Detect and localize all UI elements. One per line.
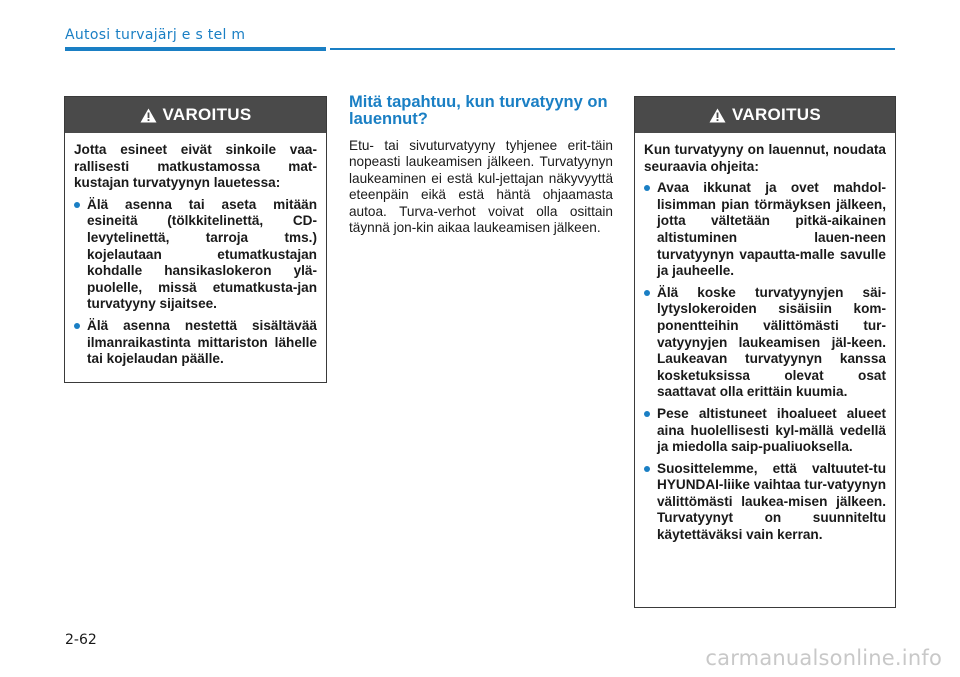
warning-list <box>74 197 317 368</box>
warning-title: VAROITUS <box>162 105 252 124</box>
header-rule-thick <box>65 47 326 51</box>
list-item: Älä koske turvatyynyjen säi-lytyslokeroiden sisäisiin kom-ponentteihin välittömästi tur-vatyynyjen laukeamisen jäl-keen. Laukeavan turvatyynyn kanssa kosketuksissa olevat osat saattavat olla erittäin kuumia. <box>644 285 886 401</box>
watermark: carmanualsonline.info <box>705 646 942 670</box>
list-item: Avaa ikkunat ja ovet mahdol-lisimman pian törmäyksen jälkeen, jotta vältetään pitkä-aikainen altistuminen lauen-neen turvatyynyn vapautta-malle savulle ja jauheelle. <box>644 180 886 280</box>
bullet-icon <box>74 202 80 208</box>
header-rule-thin <box>330 48 895 50</box>
warning-body <box>635 133 895 557</box>
warning-list <box>644 180 886 543</box>
bullet-icon <box>644 290 650 296</box>
list-item: Älä asenna tai aseta mitään esineitä (tölkkitelinettä, CD-levytelinettä, tarroja tms.) kojelautaan etumatkustajan kohdalle hansikaslokeron ylä-puolelle, missä etumatkusta-jan turvatyyny sijaitsee. <box>74 197 317 313</box>
section-header: Autosi turvajärj e s tel m <box>65 27 246 43</box>
list-item: Älä asenna nestettä sisältävää ilmanraikastinta mittariston lähelle tai kojelaudan päälle. <box>74 318 317 368</box>
warning-triangle-icon <box>140 108 157 123</box>
warning-box-right <box>634 96 896 608</box>
list-item: Suosittelemme, että valtuutet-tu HYUNDAI-liike vaihtaa tur-vatyynyn välittömästi laukea-misen jälkeen. Turvatyynyt on suunniteltu käytettäväksi vain kerran. <box>644 461 886 544</box>
warning-triangle-icon <box>709 108 726 123</box>
bullet-icon <box>74 323 80 329</box>
warning-header <box>635 97 895 133</box>
page-number: 2-62 <box>65 632 97 648</box>
bullet-icon <box>644 466 650 472</box>
list-item: Pese altistuneet ihoalueet alueet aina huolellisesti kyl-mällä vedellä ja miedolla saip-pualiuoksella. <box>644 406 886 456</box>
bullet-icon <box>644 411 650 417</box>
warning-body <box>65 133 326 381</box>
warning-header <box>65 97 326 133</box>
middle-column <box>349 94 613 236</box>
warning-intro: Jotta esineet eivät sinkoile vaa-rallisesti matkustamossa mat-kustajan turvatyynyn lauetessa: <box>74 142 317 191</box>
warning-intro: Kun turvatyyny on lauennut, noudata seuraavia ohjeita: <box>644 142 886 174</box>
section-title: Mitä tapahtuu, kun turvatyyny on lauennut? <box>349 93 608 128</box>
bullet-icon <box>644 185 650 191</box>
warning-title: VAROITUS <box>732 105 821 124</box>
body-paragraph: Etu- tai sivuturvatyyny tyhjenee erit-täin nopeasti laukeamisen jälkeen. Turvatyynyn laukeaminen ei estä kul-jettajan näkyvyyttä eteenpäin eikä estä häntä ohjaamasta autoa. Turva-verhot voivat olla osittain täynnä jon-kin aikaa laukeamisen jälkeen. <box>349 138 613 236</box>
warning-box-left <box>64 96 327 383</box>
